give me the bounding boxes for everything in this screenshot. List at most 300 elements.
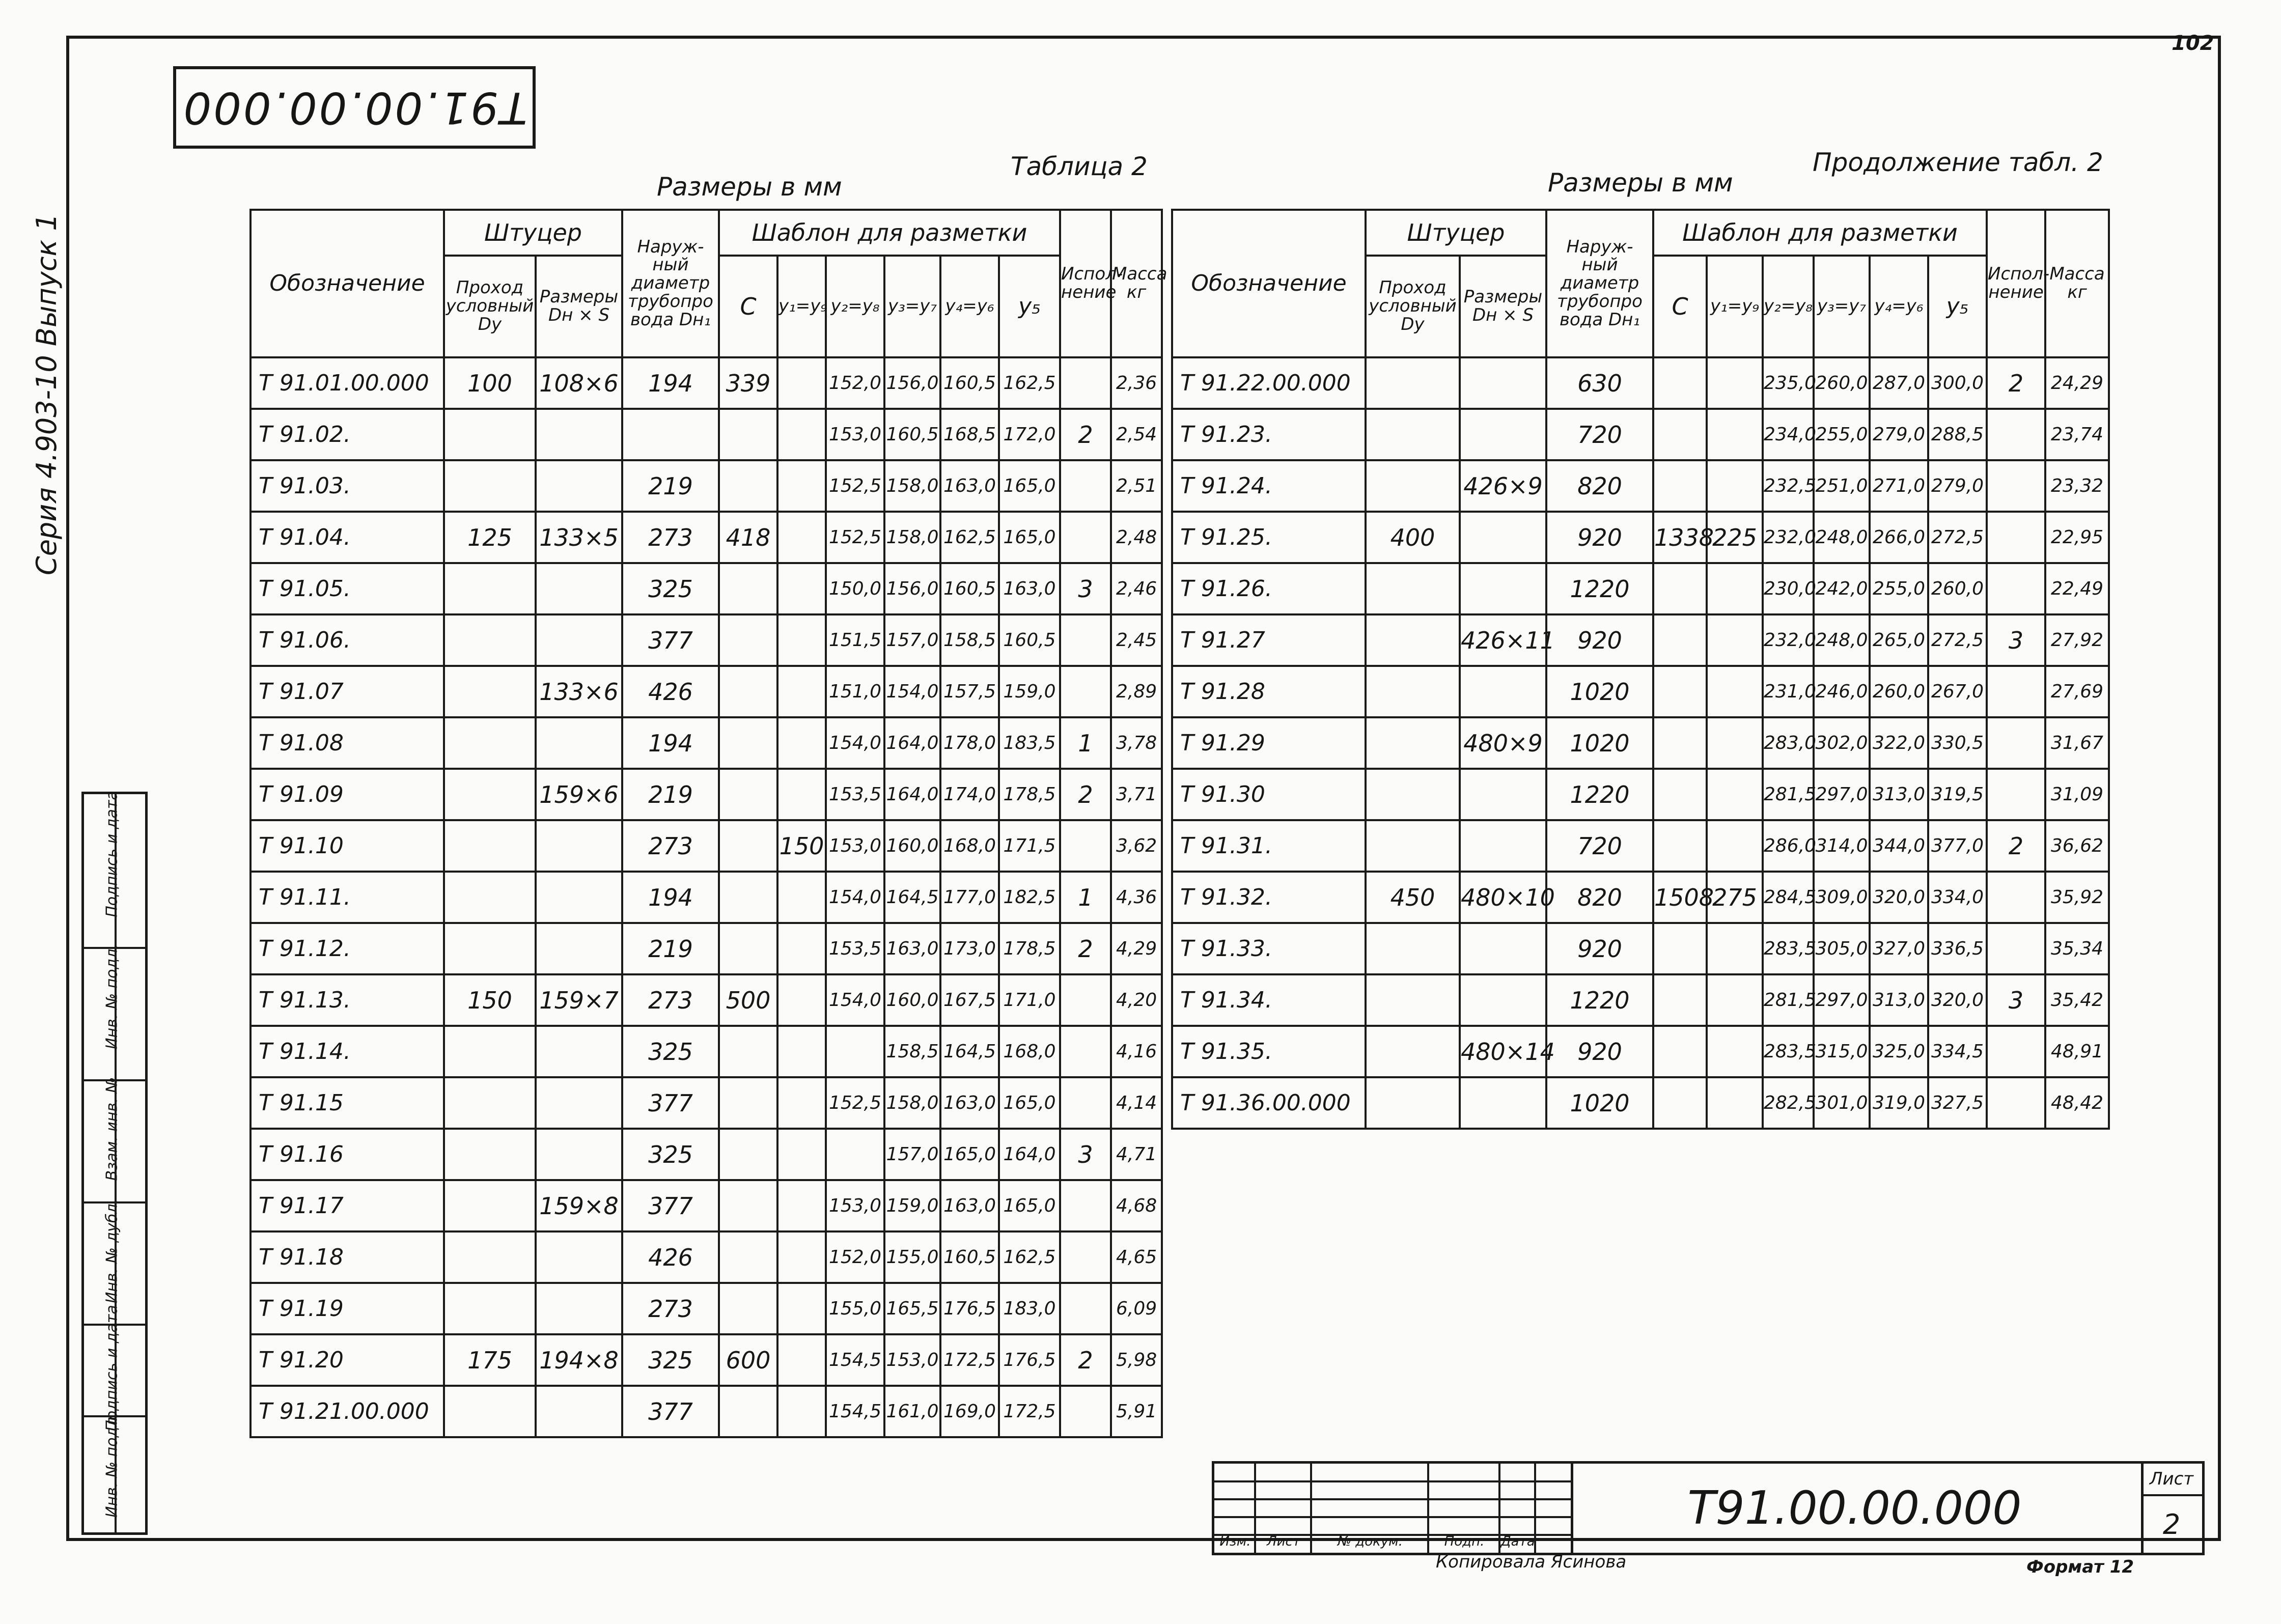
table-cell — [536, 717, 622, 769]
table-cell: 330,5 — [1928, 717, 1987, 769]
table-cell — [1366, 563, 1460, 614]
table-cell: 230,0 — [1763, 563, 1814, 614]
table-cell: 500 — [719, 974, 777, 1026]
table-cell: 281,5 — [1763, 769, 1814, 820]
table-cell: 194×8 — [536, 1334, 622, 1386]
table-cell — [719, 666, 777, 717]
table-cell: 2,36 — [1111, 357, 1162, 409]
table-cell: 400 — [1366, 512, 1460, 563]
table-cell: 480×10 — [1460, 872, 1546, 923]
header-y3: y₃=y₇ — [884, 256, 940, 357]
table-cell: 35,34 — [2045, 923, 2109, 974]
table-row — [251, 1283, 1162, 1334]
table-cell: 315,0 — [1814, 1026, 1870, 1077]
table-cell: 5,91 — [1111, 1386, 1162, 1437]
header-y1: y₁=y₉ — [1707, 256, 1763, 357]
header-fitting: Штуцер — [1366, 210, 1546, 256]
table-cell: 183,5 — [999, 717, 1060, 769]
table-cell — [536, 872, 622, 923]
table-cell: 287,0 — [1870, 357, 1928, 409]
designation-cell: Т 91.01.00.000 — [251, 357, 444, 409]
table-row — [1172, 872, 2109, 923]
table-cell — [777, 1334, 826, 1386]
table-row — [251, 1231, 1162, 1283]
designation-cell: Т 91.02. — [251, 409, 444, 460]
table-cell — [444, 460, 536, 512]
table-cell: 27,69 — [2045, 666, 2109, 717]
table-cell — [1653, 357, 1707, 409]
table-cell: 164,0 — [999, 1129, 1060, 1180]
strip-cell-inv-dup: Инв. № дубл. — [103, 1198, 121, 1304]
table-cell: 2,51 — [1111, 460, 1162, 512]
table-cell: 178,5 — [999, 923, 1060, 974]
table-cell: 151,5 — [826, 614, 884, 666]
table-row — [1172, 1026, 2109, 1077]
table-cell: 160,0 — [884, 974, 940, 1026]
table-cell: 232,0 — [1763, 614, 1814, 666]
table-cell: 164,0 — [884, 769, 940, 820]
table-cell: 255,0 — [1814, 409, 1870, 460]
table-cell: 176,5 — [940, 1283, 999, 1334]
table-cell: 4,36 — [1111, 872, 1162, 923]
table-cell — [1060, 614, 1111, 666]
table-cell: 322,0 — [1870, 717, 1928, 769]
table-cell: 327,0 — [1870, 923, 1928, 974]
table-row — [251, 666, 1162, 717]
table-cell: 4,71 — [1111, 1129, 1162, 1180]
header-designation: Обозначение — [1172, 210, 1366, 357]
table-cell — [1987, 1077, 2045, 1129]
table-cell: 266,0 — [1870, 512, 1928, 563]
table-cell: 426 — [622, 666, 719, 717]
table-cell — [777, 409, 826, 460]
table-cell: 820 — [1546, 460, 1653, 512]
table-cell — [1653, 1026, 1707, 1077]
table-cell: 2 — [1060, 923, 1111, 974]
table-cell — [1366, 1026, 1460, 1077]
table-cell — [1987, 1026, 2045, 1077]
designation-cell: Т 91.21.00.000 — [251, 1386, 444, 1437]
table-cell: 232,0 — [1763, 512, 1814, 563]
continuation-label: Продолжение табл. 2 — [1813, 148, 2103, 177]
table-cell: 178,5 — [999, 769, 1060, 820]
designation-cell: Т 91.20 — [251, 1334, 444, 1386]
table-cell: 171,5 — [999, 820, 1060, 872]
table-cell: 169,0 — [940, 1386, 999, 1437]
table-cell — [1707, 717, 1763, 769]
table-cell: 3 — [1987, 614, 2045, 666]
table-cell: 6,09 — [1111, 1283, 1162, 1334]
table-cell: 22,95 — [2045, 512, 2109, 563]
table-cell: 2,45 — [1111, 614, 1162, 666]
table-cell: 279,0 — [1928, 460, 1987, 512]
table-cell — [536, 563, 622, 614]
table-cell: 4,29 — [1111, 923, 1162, 974]
table-cell: 150,0 — [826, 563, 884, 614]
table-cell: 325 — [622, 563, 719, 614]
table-cell: 320,0 — [1928, 974, 1987, 1026]
title-block — [1212, 1461, 2202, 1550]
table-cell: 48,42 — [2045, 1077, 2109, 1129]
table-cell: 283,0 — [1763, 717, 1814, 769]
table-cell: 158,5 — [940, 614, 999, 666]
designation-cell: Т 91.06. — [251, 614, 444, 666]
designation-cell: Т 91.28 — [1172, 666, 1366, 717]
table-cell — [1366, 717, 1460, 769]
table-cell: 177,0 — [940, 872, 999, 923]
table-cell: 154,0 — [826, 872, 884, 923]
table-cell: 377 — [622, 1077, 719, 1129]
designation-cell: Т 91.16 — [251, 1129, 444, 1180]
table-row — [251, 820, 1162, 872]
table-cell: 157,0 — [884, 1129, 940, 1180]
table-cell — [1060, 1386, 1111, 1437]
table-cell — [444, 1129, 536, 1180]
designation-cell: Т 91.33. — [1172, 923, 1366, 974]
table-cell — [1366, 769, 1460, 820]
table-cell — [1653, 409, 1707, 460]
designation-cell: Т 91.05. — [251, 563, 444, 614]
sheet-number: 2 — [2162, 1508, 2181, 1541]
header-designation: Обозначение — [251, 210, 444, 357]
table-cell: 288,5 — [1928, 409, 1987, 460]
table-cell: 3 — [1060, 563, 1111, 614]
table-cell — [719, 1129, 777, 1180]
table-cell: 154,0 — [826, 974, 884, 1026]
table-cell: 255,0 — [1870, 563, 1928, 614]
designation-cell: Т 91.34. — [1172, 974, 1366, 1026]
title-block-code: Т91.00.00.000 — [1568, 1461, 2144, 1555]
table-cell — [1366, 666, 1460, 717]
table-cell — [1653, 460, 1707, 512]
table-cell: 165,0 — [999, 1077, 1060, 1129]
table-cell: 163,0 — [940, 1077, 999, 1129]
designation-cell: Т 91.10 — [251, 820, 444, 872]
table-cell — [826, 1026, 884, 1077]
strip-cell-sign-date-2: Подпись и дата — [103, 1305, 121, 1432]
table-cell — [1060, 1180, 1111, 1231]
table-cell: 271,0 — [1870, 460, 1928, 512]
table-cell — [777, 666, 826, 717]
header-y1: y₁=y₉ — [777, 256, 826, 357]
table-cell — [719, 1180, 777, 1231]
table-cell — [719, 1386, 777, 1437]
table-cell: 232,5 — [1763, 460, 1814, 512]
table-cell — [1653, 563, 1707, 614]
designation-cell: Т 91.12. — [251, 923, 444, 974]
table-cell — [536, 1231, 622, 1283]
table-cell: 377 — [622, 1180, 719, 1231]
table-cell: 281,5 — [1763, 974, 1814, 1026]
table-row — [251, 563, 1162, 614]
title-block-grid — [1212, 1461, 1573, 1555]
table-cell: 174,0 — [940, 769, 999, 820]
table-cell: 160,5 — [940, 1231, 999, 1283]
table-row — [1172, 974, 2109, 1026]
table-cell: 283,5 — [1763, 923, 1814, 974]
table-cell — [1366, 614, 1460, 666]
table-cell: 165,0 — [999, 512, 1060, 563]
table-cell: 426×11 — [1460, 614, 1546, 666]
table-cell — [536, 614, 622, 666]
table-cell — [777, 614, 826, 666]
table-cell — [1987, 666, 2045, 717]
table-cell — [444, 409, 536, 460]
table-cell — [719, 1077, 777, 1129]
table-row — [251, 1386, 1162, 1437]
table-cell — [1366, 357, 1460, 409]
designation-cell: Т 91.23. — [1172, 409, 1366, 460]
header-y4: y₄=y₆ — [940, 256, 999, 357]
table-cell: 2,89 — [1111, 666, 1162, 717]
table-row — [1172, 614, 2109, 666]
table-cell — [1060, 512, 1111, 563]
header-outer-diameter: Наруж- ный диаметр трубопро вода Dн₁ — [622, 210, 719, 357]
table-cell: 160,5 — [940, 563, 999, 614]
table-cell: 260,0 — [1814, 357, 1870, 409]
table-cell: 720 — [1546, 820, 1653, 872]
table-cell: 4,16 — [1111, 1026, 1162, 1077]
table-row — [251, 1077, 1162, 1129]
table-row — [251, 769, 1162, 820]
table-cell: 377 — [622, 614, 719, 666]
table-cell: 1020 — [1546, 717, 1653, 769]
table-row — [251, 512, 1162, 563]
table-cell: 334,0 — [1928, 872, 1987, 923]
table-cell: 1508 — [1653, 872, 1707, 923]
right-table — [1171, 209, 2110, 1130]
table-cell: 305,0 — [1814, 923, 1870, 974]
header-template: Шаблон для разметки — [719, 210, 1060, 256]
tb-label-date: Дата — [1500, 1534, 1535, 1549]
table-cell — [777, 872, 826, 923]
table-row — [251, 1026, 1162, 1077]
table-cell: 152,5 — [826, 460, 884, 512]
designation-cell: Т 91.27 — [1172, 614, 1366, 666]
table-cell — [1460, 666, 1546, 717]
table-cell — [777, 563, 826, 614]
table-cell: 219 — [622, 923, 719, 974]
table-cell — [1060, 1026, 1111, 1077]
table-row — [251, 357, 1162, 409]
table-cell: 22,49 — [2045, 563, 2109, 614]
table-cell: 27,92 — [2045, 614, 2109, 666]
table-row — [251, 717, 1162, 769]
designation-cell: Т 91.35. — [1172, 1026, 1366, 1077]
table-cell: 1220 — [1546, 563, 1653, 614]
table-cell — [536, 1129, 622, 1180]
table-row — [251, 1180, 1162, 1231]
table-cell: 36,62 — [2045, 820, 2109, 872]
table-cell — [777, 974, 826, 1026]
table-cell: 242,0 — [1814, 563, 1870, 614]
table-cell: 159,0 — [999, 666, 1060, 717]
table-cell: 450 — [1366, 872, 1460, 923]
table-cell: 154,5 — [826, 1386, 884, 1437]
header-template: Шаблон для разметки — [1653, 210, 1987, 256]
table-cell: 309,0 — [1814, 872, 1870, 923]
header-y5: y₅ — [999, 256, 1060, 357]
table-cell: 156,0 — [884, 357, 940, 409]
table-cell — [1987, 769, 2045, 820]
table-cell — [1707, 1077, 1763, 1129]
table-cell: 165,0 — [940, 1129, 999, 1180]
table-cell: 163,0 — [940, 460, 999, 512]
designation-cell: Т 91.07 — [251, 666, 444, 717]
table-cell: 31,67 — [2045, 717, 2109, 769]
table-cell: 172,5 — [999, 1386, 1060, 1437]
table-cell — [777, 1283, 826, 1334]
table-cell: 158,0 — [884, 460, 940, 512]
table-cell: 150 — [444, 974, 536, 1026]
table-cell: 5,98 — [1111, 1334, 1162, 1386]
designation-cell: Т 91.09 — [251, 769, 444, 820]
table-cell — [719, 872, 777, 923]
header-bore: Проход условный Dy — [1366, 256, 1460, 357]
table-cell: 234,0 — [1763, 409, 1814, 460]
header-fitting: Штуцер — [444, 210, 622, 256]
table-cell: 152,5 — [826, 1077, 884, 1129]
table-cell: 178,0 — [940, 717, 999, 769]
table-cell — [444, 666, 536, 717]
table-cell: 168,5 — [940, 409, 999, 460]
header-mass: Масса кг — [2045, 210, 2109, 357]
table-row — [1172, 769, 2109, 820]
table-cell — [444, 1180, 536, 1231]
table-cell: 172,0 — [999, 409, 1060, 460]
table-cell: 377 — [622, 1386, 719, 1437]
table-cell — [1707, 1026, 1763, 1077]
table-cell: 31,09 — [2045, 769, 2109, 820]
header-outer-diameter: Наруж- ный диаметр трубопро вода Dн₁ — [1546, 210, 1653, 357]
table-cell: 3,71 — [1111, 769, 1162, 820]
table-cell: 158,5 — [884, 1026, 940, 1077]
table-cell: 133×5 — [536, 512, 622, 563]
table-cell: 154,0 — [826, 717, 884, 769]
header-size: Размеры Dн × S — [1460, 256, 1546, 357]
table-cell: 2 — [1060, 769, 1111, 820]
table-cell: 153,0 — [884, 1334, 940, 1386]
table-cell: 302,0 — [1814, 717, 1870, 769]
table-cell — [777, 923, 826, 974]
designation-cell: Т 91.31. — [1172, 820, 1366, 872]
table-row — [1172, 357, 2109, 409]
table-cell — [719, 460, 777, 512]
header-y3: y₃=y₇ — [1814, 256, 1870, 357]
table-cell: 157,5 — [940, 666, 999, 717]
table-cell: 168,0 — [999, 1026, 1060, 1077]
table-cell — [1707, 409, 1763, 460]
table-cell — [719, 717, 777, 769]
table-cell — [719, 1231, 777, 1283]
header-mass: Масса кг — [1111, 210, 1162, 357]
table-row — [1172, 460, 2109, 512]
table-cell — [777, 1129, 826, 1180]
table-cell: 248,0 — [1814, 614, 1870, 666]
designation-cell: Т 91.11. — [251, 872, 444, 923]
table-cell: 155,0 — [884, 1231, 940, 1283]
table-cell: 3,78 — [1111, 717, 1162, 769]
table-cell — [1987, 563, 2045, 614]
table-cell: 325 — [622, 1334, 719, 1386]
table-cell: 282,5 — [1763, 1077, 1814, 1129]
table-cell: 154,5 — [826, 1334, 884, 1386]
table-cell — [1707, 923, 1763, 974]
designation-cell: Т 91.19 — [251, 1283, 444, 1334]
designation-cell: Т 91.15 — [251, 1077, 444, 1129]
table-cell: 273 — [622, 820, 719, 872]
table-cell: 720 — [1546, 409, 1653, 460]
table-cell: 3 — [1987, 974, 2045, 1026]
table-cell: 325 — [622, 1129, 719, 1180]
table-cell — [536, 1026, 622, 1077]
header-version: Испол- нение — [1060, 210, 1111, 357]
table-cell: 162,5 — [999, 357, 1060, 409]
table-cell: 176,5 — [999, 1334, 1060, 1386]
table-cell — [1707, 974, 1763, 1026]
table-cell — [719, 409, 777, 460]
table-cell — [1060, 357, 1111, 409]
table-cell: 272,5 — [1928, 512, 1987, 563]
copied-by: Копировала Ясинова — [1436, 1552, 1627, 1572]
table-cell: 163,0 — [999, 563, 1060, 614]
table-cell: 4,20 — [1111, 974, 1162, 1026]
table-cell: 158,0 — [884, 1077, 940, 1129]
table-cell — [777, 512, 826, 563]
table-cell: 630 — [1546, 357, 1653, 409]
table-cell — [777, 1386, 826, 1437]
table-cell: 231,0 — [1763, 666, 1814, 717]
table-cell — [1366, 460, 1460, 512]
table-cell: 24,29 — [2045, 357, 2109, 409]
table-row — [1172, 666, 2109, 717]
table-cell: 23,74 — [2045, 409, 2109, 460]
table-cell: 163,0 — [884, 923, 940, 974]
table-cell: 3 — [1060, 1129, 1111, 1180]
sheet-label: Лист — [2141, 1464, 2202, 1496]
table-cell — [1653, 1077, 1707, 1129]
table-cell: 2,46 — [1111, 563, 1162, 614]
table-cell: 272,5 — [1928, 614, 1987, 666]
table-cell: 108×6 — [536, 357, 622, 409]
table-cell — [1707, 563, 1763, 614]
table-cell — [1366, 409, 1460, 460]
table-cell: 153,0 — [826, 820, 884, 872]
table-cell — [444, 614, 536, 666]
table-cell: 260,0 — [1870, 666, 1928, 717]
table-cell — [1653, 666, 1707, 717]
table-cell: 297,0 — [1814, 769, 1870, 820]
table-cell: 1338 — [1653, 512, 1707, 563]
table-cell: 159×7 — [536, 974, 622, 1026]
table-cell — [1707, 820, 1763, 872]
table-row — [251, 923, 1162, 974]
table-cell — [1987, 409, 2045, 460]
table-row — [1172, 563, 2109, 614]
table-cell: 820 — [1546, 872, 1653, 923]
table-cell: 153,0 — [826, 409, 884, 460]
table-cell: 4,65 — [1111, 1231, 1162, 1283]
header-c: C — [719, 256, 777, 357]
table-cell: 314,0 — [1814, 820, 1870, 872]
page-number: 102 — [2172, 32, 2214, 55]
table-cell — [1366, 1077, 1460, 1129]
header-c: C — [1653, 256, 1707, 357]
table-cell: 2 — [1987, 820, 2045, 872]
table-row — [251, 1334, 1162, 1386]
designation-cell: Т 91.26. — [1172, 563, 1366, 614]
table-cell: 313,0 — [1870, 769, 1928, 820]
